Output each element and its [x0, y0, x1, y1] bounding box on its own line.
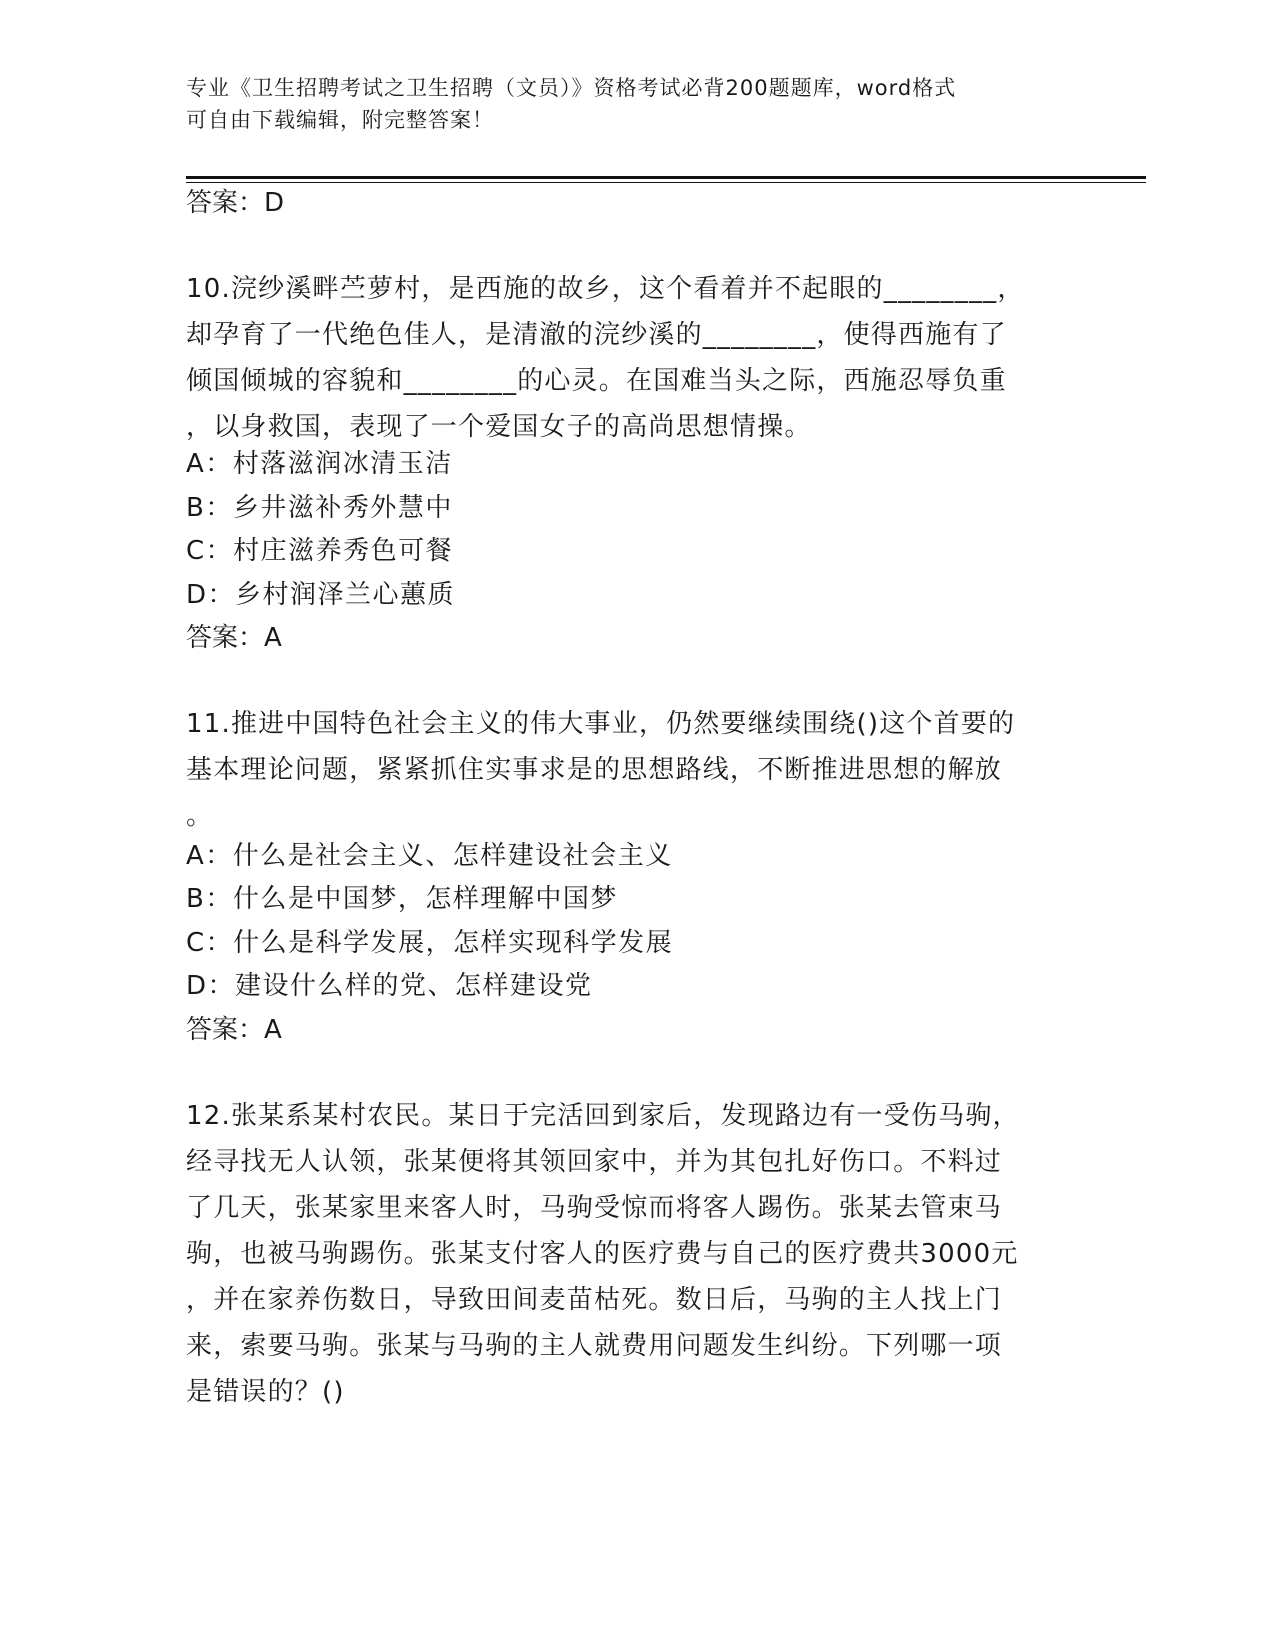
question-10-line: 却孕育了一代绝色佳人，是清澈的浣纱溪的________，使得西施有了: [186, 320, 1007, 350]
question-10: [186, 266, 1081, 450]
question-10-answer: 答案：A: [186, 623, 282, 653]
question-12-line: 了几天，张某家里来客人时，马驹受惊而将客人踢伤。张某去管束马: [186, 1193, 1003, 1223]
question-12-line: 来，索要马驹。张某与马驹的主人就费用问题发生纠纷。下列哪一项: [186, 1331, 1003, 1361]
question-10-option-b: B：乡井滋补秀外慧中: [186, 493, 453, 523]
answer-previous: 答案：D: [186, 188, 285, 218]
question-11: [186, 701, 1081, 839]
question-10-option-a: A：村落滋润冰清玉洁: [186, 449, 453, 479]
question-11-option-d: D：建设什么样的党、怎样建设党: [186, 971, 593, 1001]
header-line-2: 可自由下载编辑，附完整答案！: [186, 108, 494, 132]
question-11-line: 基本理论问题，紧紧抓住实事求是的思想路线，不断推进思想的解放: [186, 755, 1003, 785]
document-header: [186, 72, 1066, 136]
question-10-option-d: D：乡村润泽兰心蕙质: [186, 580, 456, 610]
question-10-line: 10.浣纱溪畔苎萝村，是西施的故乡，这个看着并不起眼的________，: [186, 274, 1025, 304]
question-11-line: 。: [186, 801, 214, 831]
header-line-1: 专业《卫生招聘考试之卫生招聘（文员）》资格考试必背200题题库，word格式: [186, 76, 957, 100]
question-12-line: 经寻找无人认领，张某便将其领回家中，并为其包扎好伤口。不料过: [186, 1147, 1003, 1177]
header-divider-thin: [186, 182, 1146, 183]
question-12-line: 12.张某系某村农民。某日于完活回到家后，发现路边有一受伤马驹，: [186, 1101, 1020, 1131]
question-11-option-c: C：什么是科学发展，怎样实现科学发展: [186, 928, 674, 958]
question-12-line: 是错误的？(): [186, 1377, 345, 1407]
question-10-line: ，以身救国，表现了一个爱国女子的高尚思想情操。: [186, 412, 812, 442]
question-10-line: 倾国倾城的容貌和________的心灵。在国难当头之际，西施忍辱负重: [186, 366, 1007, 396]
question-11-answer: 答案：A: [186, 1015, 282, 1045]
question-11-line: 11.推进中国特色社会主义的伟大事业，仍然要继续围绕()这个首要的: [186, 709, 1016, 739]
question-10-option-c: C：村庄滋养秀色可餐: [186, 536, 454, 566]
question-12-line: 驹，也被马驹踢伤。张某支付客人的医疗费与自己的医疗费共3000元: [186, 1239, 1019, 1269]
question-11-option-b: B：什么是中国梦，怎样理解中国梦: [186, 884, 618, 914]
header-divider-thick: [186, 176, 1146, 179]
question-12: [186, 1093, 1081, 1415]
question-11-option-a: A：什么是社会主义、怎样建设社会主义: [186, 841, 673, 871]
question-12-line: ，并在家养伤数日，导致田间麦苗枯死。数日后，马驹的主人找上门: [186, 1285, 1003, 1315]
